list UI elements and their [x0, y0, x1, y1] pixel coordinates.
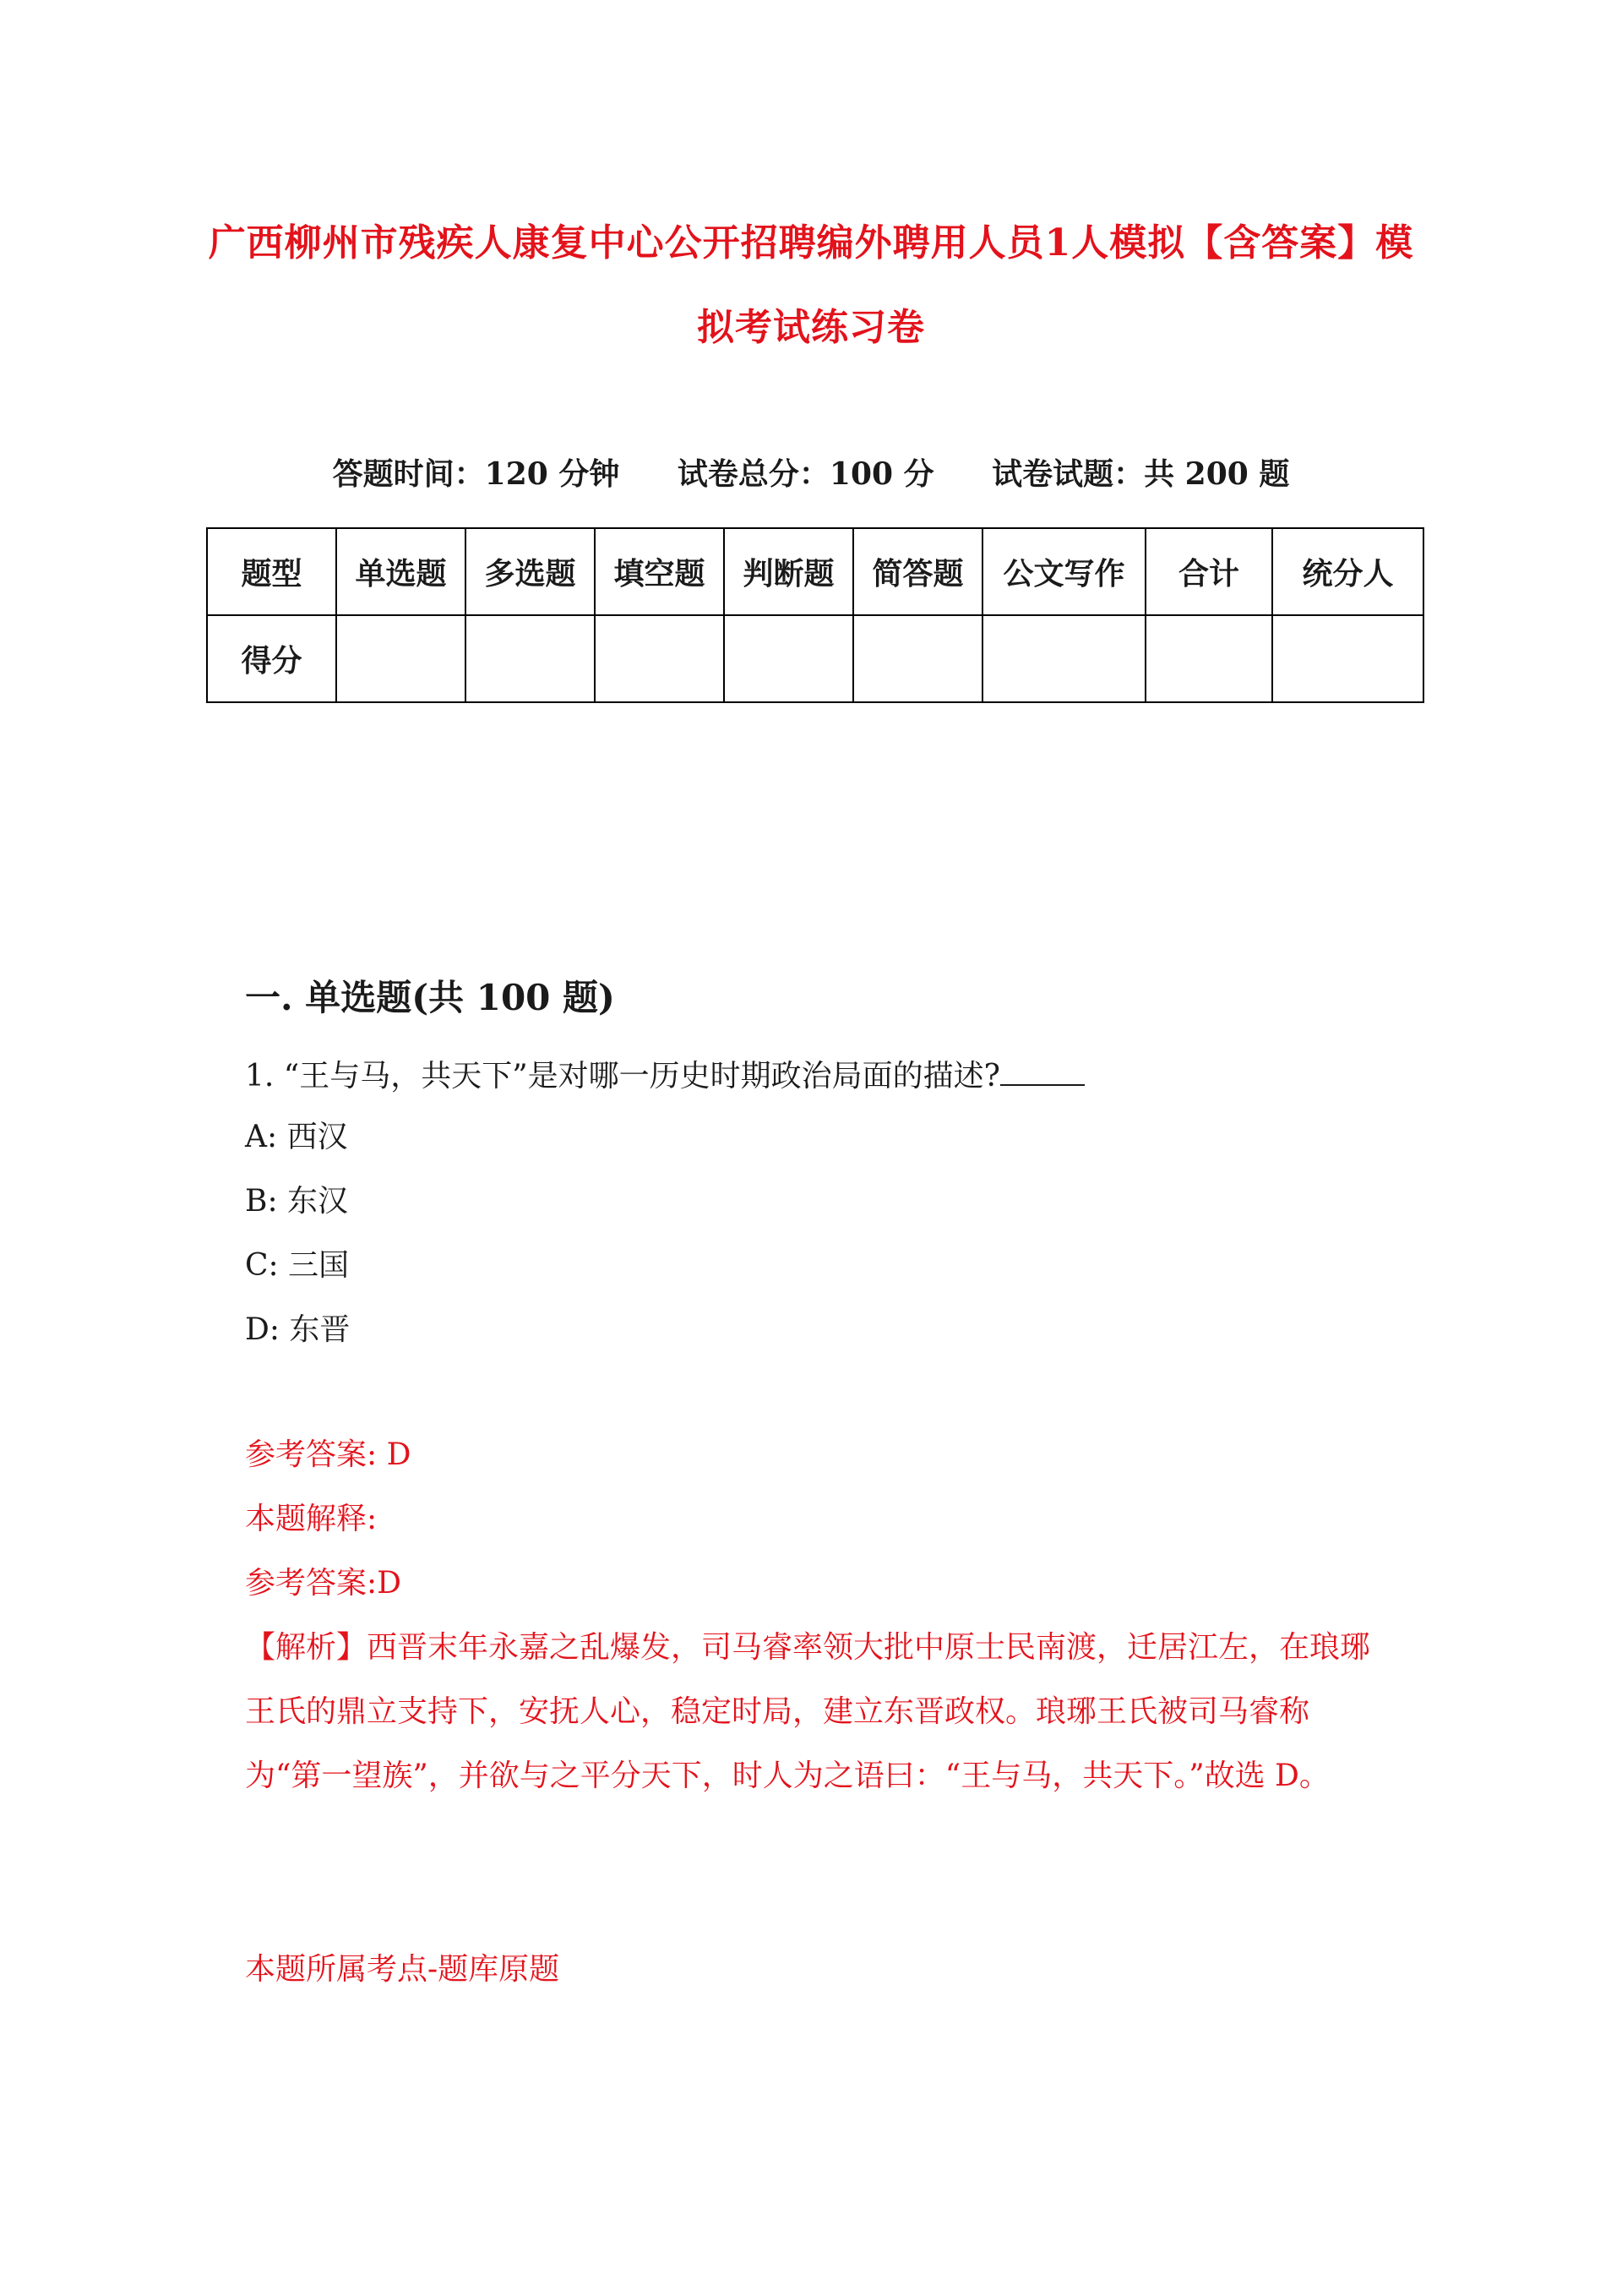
score-table-header: 判断题	[724, 528, 853, 615]
score-cell	[1272, 615, 1423, 702]
reference-answer-repeat: 参考答案:D	[245, 1566, 401, 1601]
score-cell	[336, 615, 465, 702]
score-table-header: 单选题	[336, 528, 465, 615]
option-d: D: 东晋	[245, 1312, 351, 1347]
score-row-label: 得分	[207, 615, 336, 702]
score-table-header: 公文写作	[982, 528, 1146, 615]
option-b: B: 东汉	[245, 1184, 349, 1219]
score-table-header-row	[207, 528, 1423, 615]
analysis-text: 【解析】西晋末年永嘉之乱爆发，司马睿率领大批中原士民南渡，迁居江左，在琅琊王氏的鼎立支持下，安抚人心，稳定时局，建立东晋政权。琅琊王氏被司马睿称为“第一望族”，并欲与之平分天下，时人为之语曰：“王与马，共天下。”故选 D。	[245, 1630, 1371, 1793]
score-cell	[853, 615, 982, 702]
option-a: A: 西汉	[245, 1120, 348, 1154]
score-table-header: 简答题	[853, 528, 982, 615]
answer-block	[245, 1435, 1377, 1808]
score-table-header: 合计	[1146, 528, 1272, 615]
score-table-header: 填空题	[595, 528, 724, 615]
section-title: 一. 单选题(共 100 题)	[245, 977, 615, 1018]
option-list	[245, 1117, 350, 1374]
option-c: C: 三国	[245, 1248, 350, 1283]
exam-question-count: 试卷试题：共 200 题	[992, 456, 1290, 492]
explanation-label: 本题解释:	[245, 1502, 378, 1536]
score-table-header: 多选题	[465, 528, 595, 615]
reference-answer: 参考答案: D	[245, 1437, 411, 1472]
score-cell	[1146, 615, 1272, 702]
score-table-header: 统分人	[1272, 528, 1423, 615]
document-title: 广西柳州市残疾人康复中心公开招聘编外聘用人员1人模拟【含答案】模拟考试练习卷	[208, 221, 1414, 349]
exam-meta	[203, 450, 1419, 494]
exam-total-score: 试卷总分：100 分	[677, 456, 934, 492]
score-cell	[465, 615, 595, 702]
question-text: 1. “王与马，共天下”是对哪一历史时期政治局面的描述?	[245, 1059, 1000, 1093]
score-cell	[982, 615, 1146, 702]
score-table-score-row	[207, 615, 1423, 702]
score-cell	[595, 615, 724, 702]
knowledge-point: 本题所属考点-题库原题	[245, 1952, 560, 1987]
answer-blank	[1000, 1055, 1085, 1086]
score-table	[206, 527, 1424, 703]
score-table-header: 题型	[207, 528, 336, 615]
question-stem	[245, 1052, 1085, 1095]
exam-time: 答题时间：120 分钟	[332, 456, 620, 492]
score-cell	[724, 615, 853, 702]
